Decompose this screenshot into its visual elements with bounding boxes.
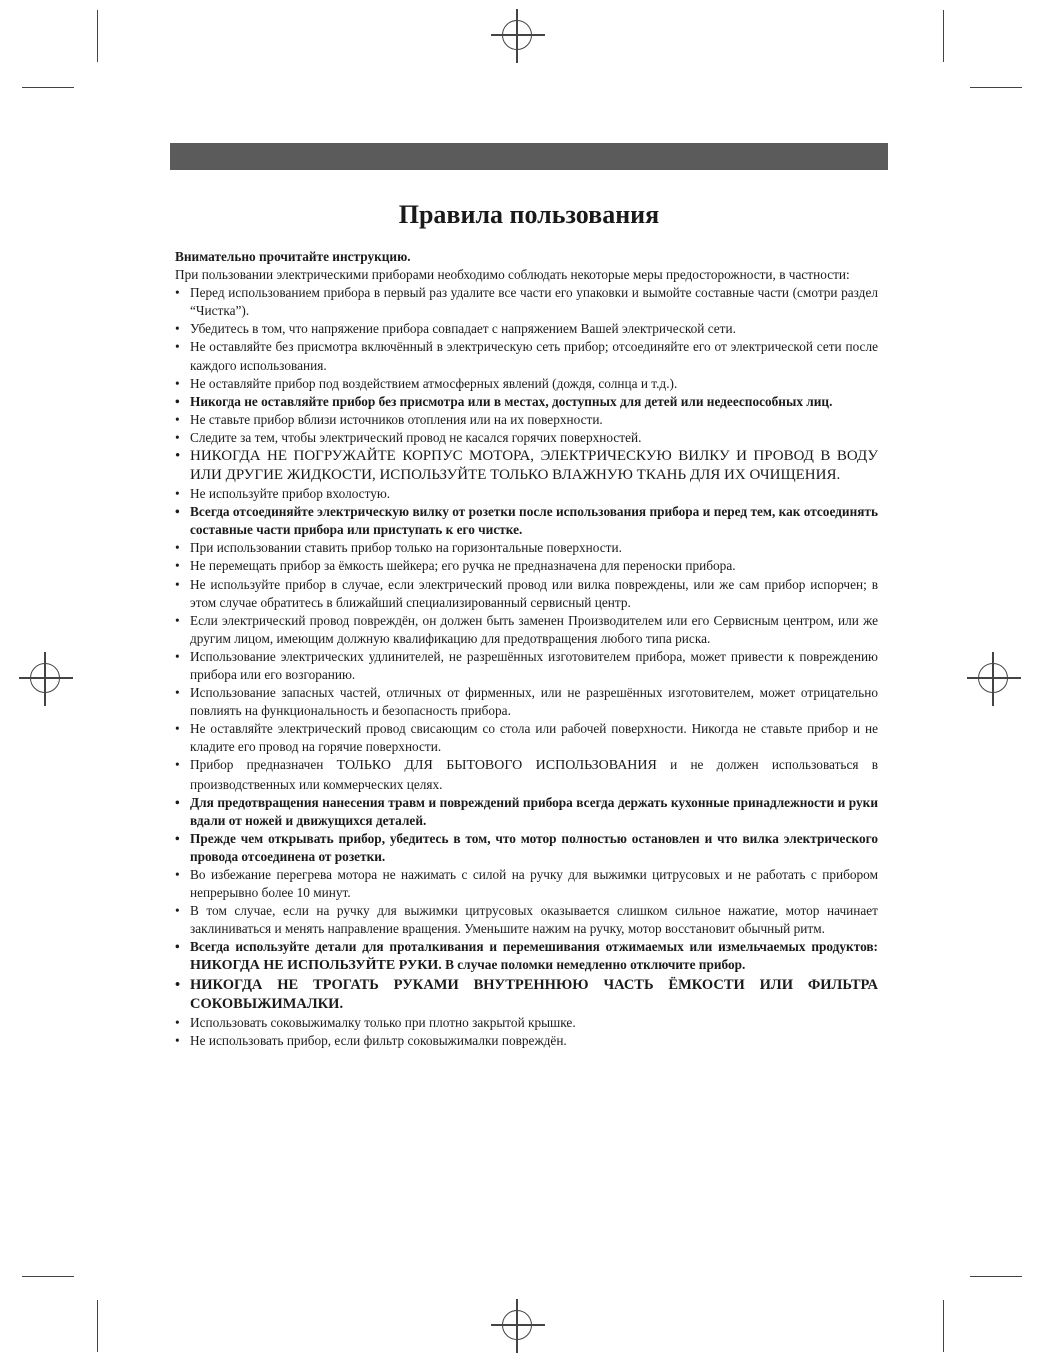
crop-mark-top-right-vertical (943, 10, 944, 62)
intro-heading: Внимательно прочитайте инструкцию. (175, 249, 411, 264)
list-item: • Не оставляйте прибор под воздействием атмосферных явлений (дождя, солнца и т.д.). (175, 375, 878, 393)
list-item: • Убедитесь в том, что напряжение прибора совпадает с напряжением Вашей электрической сети. (175, 320, 878, 338)
registration-mark-right (978, 663, 1008, 693)
crop-mark-bottom-left-horizontal (22, 1276, 74, 1277)
registration-mark-left (30, 663, 60, 693)
list-item (175, 756, 878, 793)
list-item: • Не перемещать прибор за ёмкость шейкера; его ручка не предназначена для переноски прибора. (175, 557, 878, 575)
header-bar (170, 143, 888, 170)
page-title: Правила пользования (398, 200, 660, 229)
list-item: • НИКОГДА НЕ ПОГРУЖАЙТЕ КОРПУС МОТОРА, ЭЛЕКТРИЧЕСКУЮ ВИЛКУ И ПРОВОД В ВОДУ ИЛИ ДРУГИЕ ЖИДКОСТИ, ИСПОЛЬЗУЙТЕ ТОЛЬКО ВЛАЖНУЮ ТКАНЬ ДЛЯ ИХ ОЧИЩЕНИЯ. (175, 447, 878, 485)
list-item: • Если электрический провод повреждён, он должен быть заменен Производителем или его Сервисным центром, или же другим лицом, имеющим должную квалификацию для предотвращения любого типа риска. (175, 612, 878, 648)
list-item: • Всегда отсоединяйте электрическую вилку от розетки после использования прибора и перед тем, как отсоединять составные части прибора или приступать к его чистке. (175, 503, 878, 539)
list-item: • Следите за тем, чтобы электрический провод не касался горячих поверхностей. (175, 429, 878, 447)
list-item: • При использовании ставить прибор только на горизонтальные поверхности. (175, 539, 878, 557)
content (175, 248, 878, 1050)
list-item: • В том случае, если на ручку для выжимки цитрусовых оказывается слишком сильное нажатие, мотор начинает заклиниваться и менять направление вращения. Уменьшите нажим на ручку, мотор восстановит обычный ритм. (175, 902, 878, 938)
list-item: • Использование запасных частей, отличных от фирменных, или не разрешённых изготовителем, может отрицательно повлиять на функциональность и безопасность прибора. (175, 684, 878, 720)
list-item: • Не используйте прибор вхолостую. (175, 485, 878, 503)
list-item-caps-text: НИКОГДА НЕ ИСПОЛЬЗУЙТЕ РУКИ. (190, 958, 442, 974)
list-item: • Никогда не оставляйте прибор без присмотра или в местах, доступных для детей или недееспособных лиц. (175, 393, 878, 411)
list-item: • НИКОГДА НЕ ТРОГАТЬ РУКАМИ ВНУТРЕННЮЮ ЧАСТЬ ЁМКОСТИ ИЛИ ФИЛЬТРА СОКОВЫЖИМАЛКИ. (175, 976, 878, 1014)
list-item-text: Прибор предназначен (190, 757, 337, 773)
list-item: • Не ставьте прибор вблизи источников отопления или на их поверхности. (175, 411, 878, 429)
list-item: • Использовать соковыжималку только при плотно закрытой крышке. (175, 1014, 878, 1032)
list-item-caps-text: ТОЛЬКО ДЛЯ БЫТОВОГО ИСПОЛЬЗОВАНИЯ (336, 758, 657, 774)
rules-list (175, 284, 878, 1050)
list-item: • Для предотвращения нанесения травм и повреждений прибора всегда держать кухонные принадлежности и руки вдали от ножей и движущихся деталей. (175, 794, 878, 830)
crop-mark-top-left-vertical (97, 10, 98, 62)
registration-mark-bottom (502, 1310, 532, 1340)
registration-mark-top (502, 20, 532, 50)
list-item: • Не используйте прибор в случае, если электрический провод или вилка повреждены, или же сам прибор испорчен; в этом случае обратитесь в ближайший специализированный сервисный центр. (175, 576, 878, 612)
crop-mark-bottom-right-vertical (943, 1300, 944, 1352)
crop-mark-top-right-horizontal (970, 87, 1022, 88)
list-item: • Использование электрических удлинителей, не разрешённых изготовителем прибора, может привести к повреждению прибора или его возгоранию. (175, 648, 878, 684)
crop-mark-top-left-horizontal (22, 87, 74, 88)
list-item-text: Всегда используйте детали для проталкивания и перемешивания отжимаемых или измельчаемых продуктов: (190, 939, 878, 955)
list-item: • Не оставляйте электрический провод свисающим со стола или рабочей поверхности. Никогда не ставьте прибор и не кладите его провод на горячие поверхности. (175, 720, 878, 756)
list-item: • Прежде чем открывать прибор, убедитесь в том, что мотор полностью остановлен и что вилка электрического провода отсоединена от розетки. (175, 830, 878, 866)
list-item-text: В случае поломки немедленно отключите прибор. (441, 957, 746, 973)
list-item: • Не использовать прибор, если фильтр соковыжималки повреждён. (175, 1032, 878, 1050)
list-item: • Перед использованием прибора в первый раз удалите все части его упаковки и вымойте составные части (смотри раздел “Чистка”). (175, 284, 878, 320)
crop-mark-bottom-right-horizontal (970, 1276, 1022, 1277)
list-item (175, 938, 878, 975)
intro-text: При пользовании электрическими приборами необходимо соблюдать некоторые меры предосторожности, в частности: (175, 267, 850, 283)
list-item: • Во избежание перегрева мотора не нажимать с силой на ручку для выжимки цитрусовых и не работать с прибором непрерывно более 10 минут. (175, 866, 878, 902)
list-item: • Не оставляйте без присмотра включённый в электрическую сеть прибор; отсоединяйте его от электрической сети после каждого использования. (175, 338, 878, 374)
crop-mark-bottom-left-vertical (97, 1300, 98, 1352)
list-item-text: и не должен использоваться в производственных или коммерческих целях. (190, 757, 879, 792)
